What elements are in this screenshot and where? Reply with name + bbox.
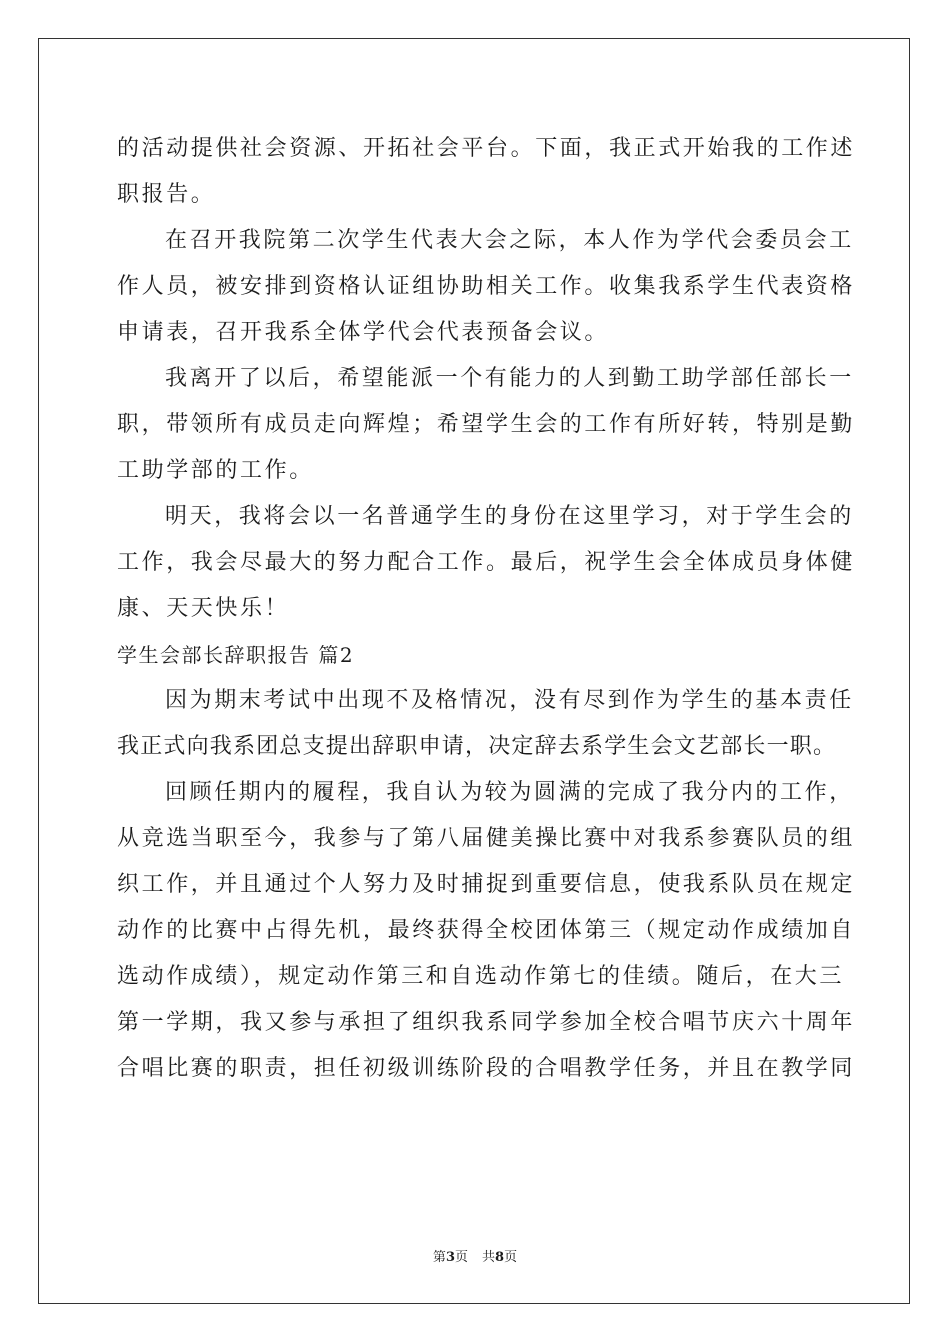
paragraph-line: 工作，我会尽最大的努力配合工作。最后，祝学生会全体成员身体健 <box>117 550 856 575</box>
paragraph-line: 的活动提供社会资源、开拓社会平台。下面，我正式开始我的工作述 <box>117 136 856 161</box>
paragraph-line: 选动作成绩），规定动作第三和自选动作第七的佳绩。随后，在大三 <box>117 964 845 989</box>
paragraph-line: 第一学期，我又参与承担了组织我系同学参加全校合唱节庆六十周年 <box>117 1010 856 1035</box>
paragraph-line: 动作的比赛中占得先机，最终获得全校团体第三（规定动作成绩加自 <box>117 918 856 943</box>
page-total-prefix: 共 <box>482 1250 496 1265</box>
page-total: 8 <box>495 1250 505 1265</box>
paragraph-line: 因为期末考试中出现不及格情况，没有尽到作为学生的基本责任 <box>165 688 854 713</box>
paragraph-line: 我正式向我系团总支提出辞职申请，决定辞去系学生会文艺部长一职。 <box>117 734 837 759</box>
paragraph-line: 工助学部的工作。 <box>117 458 314 483</box>
paragraph-line: 明天，我将会以一名普通学生的身份在这里学习，对于学生会的 <box>165 504 854 529</box>
paragraph-line: 我离开了以后，希望能派一个有能力的人到勤工助学部任部长一 <box>165 366 854 391</box>
paragraph-line: 回顾任期内的履程，我自认为较为圆满的完成了我分内的工作， <box>165 780 854 805</box>
page-footer <box>0 1246 950 1265</box>
page-total-suffix: 页 <box>504 1250 518 1265</box>
document-body <box>117 126 856 1092</box>
page-number-prefix: 第 <box>432 1250 446 1265</box>
page-number-suffix: 页 <box>454 1250 468 1265</box>
paragraph-line: 康、天天快乐！ <box>117 596 290 621</box>
section-heading: 学生会部长辞职报告 篇2 <box>117 643 355 667</box>
paragraph-line: 织工作，并且通过个人努力及时捕捉到重要信息，使我系队员在规定 <box>117 872 856 897</box>
paragraph-line: 职报告。 <box>117 182 216 207</box>
paragraph-line: 在召开我院第二次学生代表大会之际，本人作为学代会委员会工 <box>165 228 854 253</box>
page-number-current: 3 <box>445 1250 455 1265</box>
paragraph-line: 合唱比赛的职责，担任初级训练阶段的合唱教学任务，并且在教学同 <box>117 1056 856 1081</box>
paragraph-line: 从竞选当职至今，我参与了第八届健美操比赛中对我系参赛队员的组 <box>117 826 856 851</box>
paragraph-line: 作人员，被安排到资格认证组协助相关工作。收集我系学生代表资格 <box>117 274 856 299</box>
paragraph-line: 申请表，召开我系全体学代会代表预备会议。 <box>117 320 610 345</box>
paragraph-line: 职，带领所有成员走向辉煌；希望学生会的工作有所好转，特别是勤 <box>117 412 856 437</box>
